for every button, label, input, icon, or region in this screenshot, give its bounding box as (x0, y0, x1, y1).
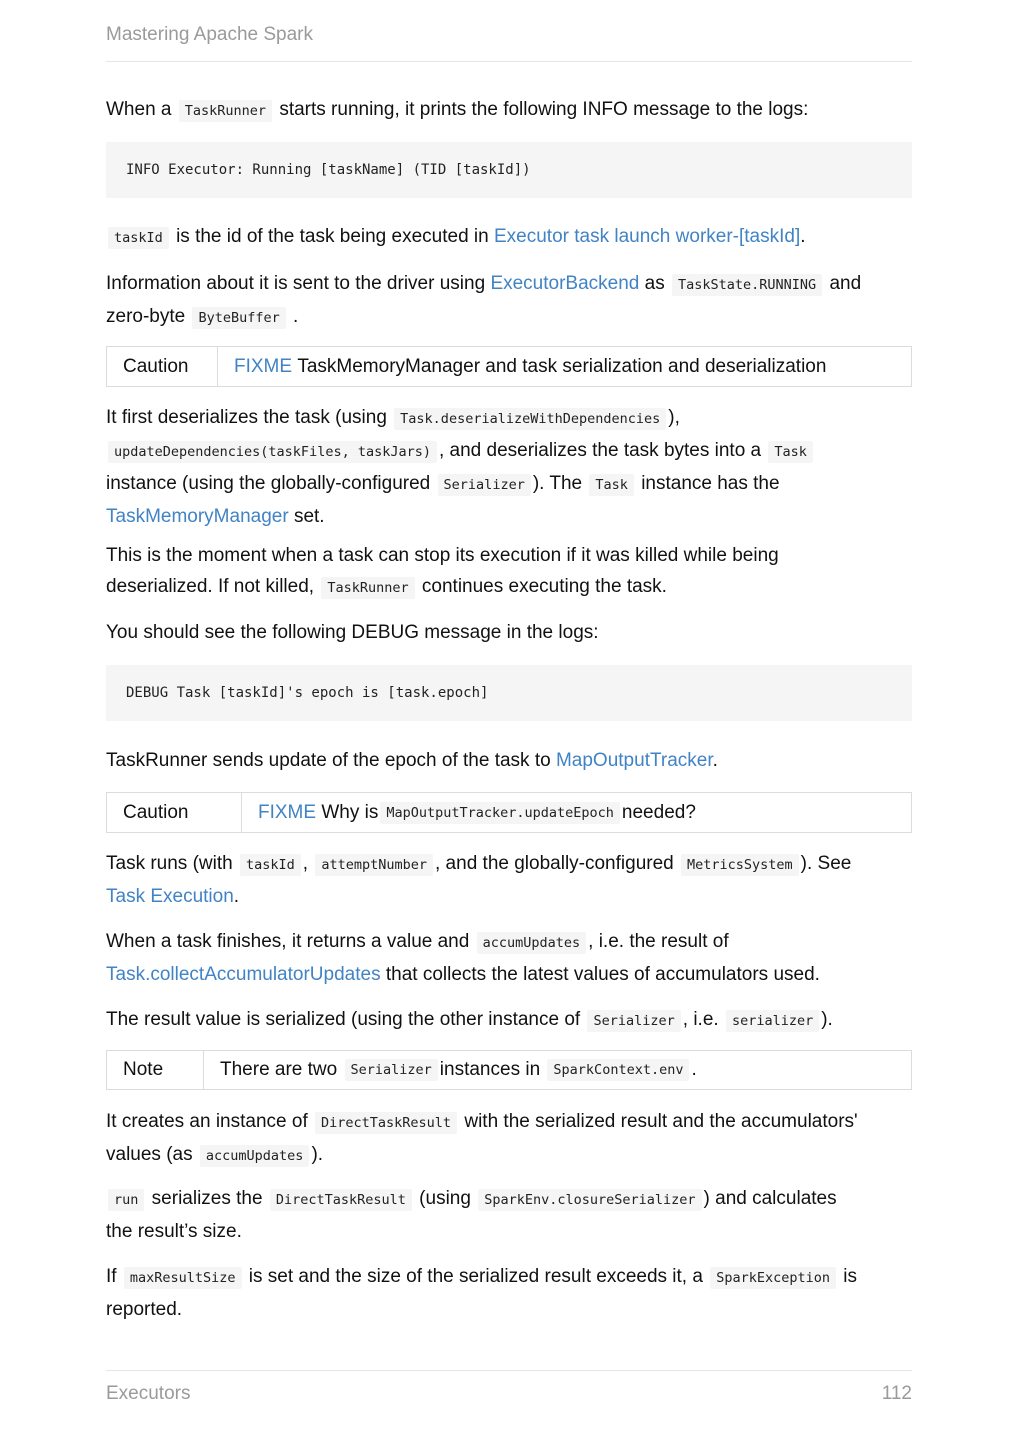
fixme-link[interactable]: FIXME (234, 355, 293, 377)
page-footer (106, 1370, 912, 1405)
text: instance (using the globally-configured (106, 473, 431, 494)
inline-code: MetricsSystem (681, 854, 799, 876)
inline-code: Task.deserializeWithDependencies (394, 408, 666, 430)
inline-code: accumUpdates (200, 1145, 310, 1167)
code-block (106, 665, 912, 721)
executor-backend-link[interactable]: ExecutorBackend (490, 273, 640, 294)
text: zero-byte (106, 306, 186, 327)
paragraph (106, 540, 912, 604)
chapter-title: Executors (106, 1383, 191, 1404)
inline-code: Serializer (587, 1010, 680, 1032)
inline-code: Task (768, 441, 813, 463)
text: ) and calculates (703, 1188, 837, 1209)
admonition-content (204, 1051, 697, 1089)
inline-code: serializer (726, 1010, 819, 1032)
text: ). See (800, 853, 852, 874)
inline-code: attemptNumber (315, 854, 433, 876)
text: Why is (321, 801, 379, 823)
text: and (829, 273, 862, 294)
text: the result’s size. (106, 1221, 242, 1242)
inline-code: Task (589, 474, 634, 496)
text: The result value is serialized (using the other instance of (106, 1009, 581, 1030)
paragraph (106, 745, 912, 776)
text: needed? (621, 801, 696, 823)
text: ). (311, 1144, 324, 1165)
text: You should see the following DEBUG message in the logs: (106, 622, 599, 643)
text: values (as (106, 1144, 193, 1165)
task-memory-manager-link[interactable]: TaskMemoryManager (106, 506, 289, 527)
collect-accumulator-updates-link[interactable]: Task.collectAccumulatorUpdates (106, 964, 381, 985)
inline-code: accumUpdates (477, 932, 587, 954)
text: There are two (220, 1059, 338, 1080)
text: TaskRunner sends update of the epoch of the task to (106, 750, 551, 771)
text: , (302, 853, 309, 874)
text: Information about it is sent to the driver using (106, 273, 486, 294)
inline-code: TaskState.RUNNING (672, 274, 822, 296)
inline-code: Serializer (345, 1059, 438, 1081)
admonition-content (242, 793, 696, 832)
text: When a task finishes, it returns a value and (106, 931, 470, 952)
text: ). The (532, 473, 583, 494)
inline-code: Serializer (438, 474, 531, 496)
text: as (644, 273, 665, 294)
text: is (843, 1266, 858, 1287)
paragraph (106, 221, 912, 254)
paragraph (106, 848, 912, 912)
text: starts running, it prints the following INFO message to the logs: (279, 99, 809, 120)
admonition-label: Note (107, 1051, 204, 1089)
text: It creates an instance of (106, 1111, 308, 1132)
inline-code: SparkException (710, 1267, 836, 1289)
inline-code: taskId (240, 854, 301, 876)
inline-code: TaskRunner (321, 577, 414, 599)
inline-code: ByteBuffer (192, 307, 285, 329)
text: continues executing the task. (421, 576, 667, 597)
inline-code: SparkContext.env (547, 1059, 689, 1081)
admonition-label: Caution (107, 347, 218, 386)
book-title: Mastering Apache Spark (106, 24, 314, 45)
text: is set and the size of the serialized result exceeds it, a (248, 1266, 703, 1287)
text: . (800, 226, 806, 247)
admonition-content (218, 347, 826, 386)
text: with the serialized result and the accumulators' (464, 1111, 858, 1132)
text: reported. (106, 1299, 183, 1320)
paragraph (106, 94, 912, 127)
map-output-tracker-link[interactable]: MapOutputTracker (555, 750, 713, 771)
text: . (233, 886, 240, 907)
inline-code: DirectTaskResult (315, 1112, 457, 1134)
paragraph (106, 1261, 912, 1325)
text: serializes the (151, 1188, 263, 1209)
paragraph (106, 617, 912, 648)
inline-code: taskId (108, 227, 169, 249)
text: set. (293, 506, 325, 527)
paragraph (106, 1004, 912, 1037)
paragraph (106, 1183, 912, 1247)
text: ), (668, 407, 680, 428)
inline-code: SparkEnv.closureSerializer (478, 1189, 701, 1211)
text: , i.e. (682, 1009, 719, 1030)
text: (using (419, 1188, 471, 1209)
text: that collects the latest values of accumulators used. (385, 964, 820, 985)
text: When a (106, 99, 172, 120)
inline-code: TaskRunner (179, 100, 272, 122)
text: , and the globally-configured (435, 853, 674, 874)
text: TaskMemoryManager and task serialization and deserialization (297, 355, 827, 377)
text: It first deserializes the task (using (106, 407, 387, 428)
paragraph (106, 1106, 912, 1172)
caution-box (106, 792, 912, 833)
text: Task runs (with (106, 853, 233, 874)
page-header (106, 24, 912, 62)
inline-code: maxResultSize (124, 1267, 242, 1289)
paragraph (106, 926, 912, 990)
task-execution-link[interactable]: Task Execution (106, 886, 234, 907)
text: . (712, 750, 718, 771)
executor-worker-link[interactable]: Executor task launch worker-[taskId] (494, 226, 801, 247)
inline-code: DirectTaskResult (270, 1189, 412, 1211)
fixme-link[interactable]: FIXME (258, 801, 317, 823)
text: This is the moment when a task can stop its execution if it was killed while being (106, 545, 779, 566)
inline-code: updateDependencies(taskFiles, taskJars) (108, 441, 437, 463)
text: is the id of the task being executed in (176, 226, 489, 247)
inline-code: MapOutputTracker.updateEpoch (380, 802, 620, 824)
note-box (106, 1050, 912, 1090)
text: , i.e. the result of (588, 931, 729, 952)
paragraph (106, 268, 912, 334)
text: instances in (439, 1059, 541, 1080)
code-line: DEBUG Task [taskId]'s epoch is [task.epoch] (126, 685, 489, 701)
text: . (691, 1059, 697, 1080)
admonition-label: Caution (107, 793, 242, 832)
code-block (106, 142, 912, 198)
text: ). (821, 1009, 833, 1030)
text: If (106, 1266, 117, 1287)
code-line: INFO Executor: Running [taskName] (TID [taskId]) (126, 162, 531, 178)
page-number: 112 (881, 1383, 912, 1404)
paragraph (106, 402, 912, 532)
text: . (293, 306, 299, 327)
text: instance has the (641, 473, 780, 494)
caution-box (106, 346, 912, 387)
text: deserialized. If not killed, (106, 576, 315, 597)
text: , and deserializes the task bytes into a (438, 440, 762, 461)
inline-code: run (108, 1189, 144, 1211)
